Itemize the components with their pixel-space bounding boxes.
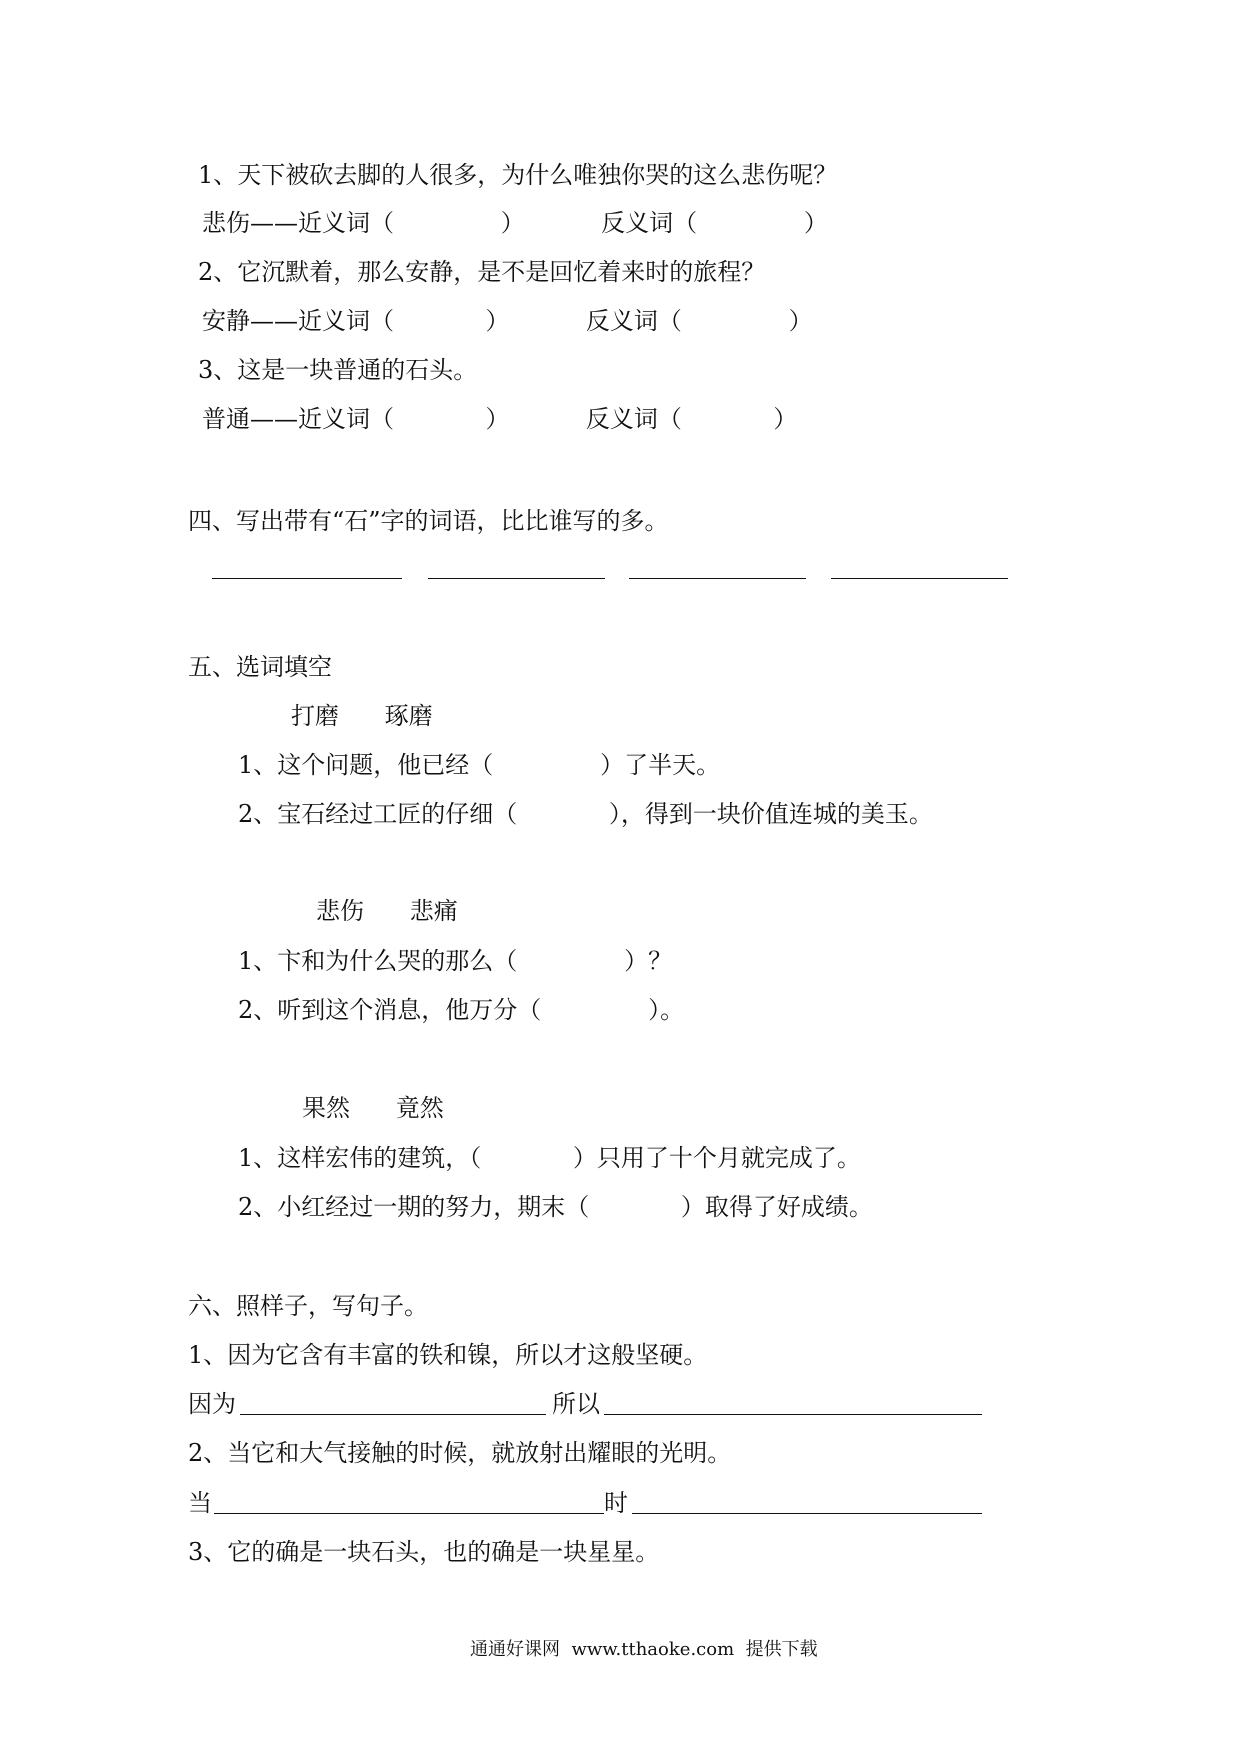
s6-q2-example: 2、当它和大气接触的时候，就放射出耀眼的光明。 <box>188 1439 732 1467</box>
s6-q2-word1: 当 <box>188 1489 212 1517</box>
s3-q3-sentence: 3、这是一块普通的石头。 <box>198 356 478 384</box>
s5-g2-q2: 2、听到这个消息，他万分（ ）。 <box>238 996 685 1024</box>
s4-title: 四、写出带有“石”字的词语，比比谁写的多。 <box>188 507 669 535</box>
page-footer: 通通好课网 www.tthaoke.com 提供下载 <box>470 1639 818 1660</box>
s5-g3-q2: 2、小红经过一期的努力，期末（ ）取得了好成绩。 <box>238 1193 873 1221</box>
s5-g1-q2: 2、宝石经过工匠的仔细（ ），得到一块价值连城的美玉。 <box>238 800 933 828</box>
s5-g2-q1: 1、卞和为什么哭的那么（ ）？ <box>238 947 673 975</box>
s5-g1-words: 打磨 琢磨 <box>291 702 433 730</box>
s6-q1-word1: 因为 <box>188 1390 236 1418</box>
s3-q2-sentence: 2、它沉默着，那么安静，是不是回忆着来时的旅程？ <box>198 258 766 286</box>
s6-q2-blank-2[interactable] <box>632 1513 982 1514</box>
s5-title: 五、选词填空 <box>188 653 332 681</box>
s4-blank-1[interactable] <box>212 578 402 579</box>
s6-q3-example: 3、它的确是一块石头，也的确是一块星星。 <box>188 1538 660 1566</box>
s6-q2-blank-1[interactable] <box>214 1513 604 1514</box>
s3-q1-prompt: 悲伤——近义词（ ） 反义词（ ） <box>202 209 828 237</box>
s5-g2-words: 悲伤 悲痛 <box>316 897 458 925</box>
s5-g3-words: 果然 竟然 <box>302 1094 444 1122</box>
s5-g3-q1: 1、这样宏伟的建筑，（ ）只用了十个月就完成了。 <box>238 1144 861 1172</box>
s6-q1-example: 1、因为它含有丰富的铁和镍，所以才这般坚硬。 <box>188 1341 708 1369</box>
s3-q3-prompt: 普通——近义词（ ） 反义词（ ） <box>202 405 798 433</box>
s4-blank-3[interactable] <box>629 578 806 579</box>
s4-blank-2[interactable] <box>428 578 605 579</box>
s6-q1-blank-1[interactable] <box>240 1414 546 1415</box>
s4-blank-4[interactable] <box>831 578 1008 579</box>
s6-title: 六、照样子，写句子。 <box>188 1292 428 1320</box>
s6-q1-blank-2[interactable] <box>604 1414 982 1415</box>
s5-g1-q1: 1、这个问题，他已经（ ）了半天。 <box>238 751 721 779</box>
s6-q1-word2: 所以 <box>552 1390 600 1418</box>
s6-q2-word2: 时 <box>604 1489 628 1517</box>
s3-q1-sentence: 1、天下被砍去脚的人很多，为什么唯独你哭的这么悲伤呢？ <box>198 161 838 189</box>
s3-q2-prompt: 安静——近义词（ ） 反义词（ ） <box>202 307 813 335</box>
